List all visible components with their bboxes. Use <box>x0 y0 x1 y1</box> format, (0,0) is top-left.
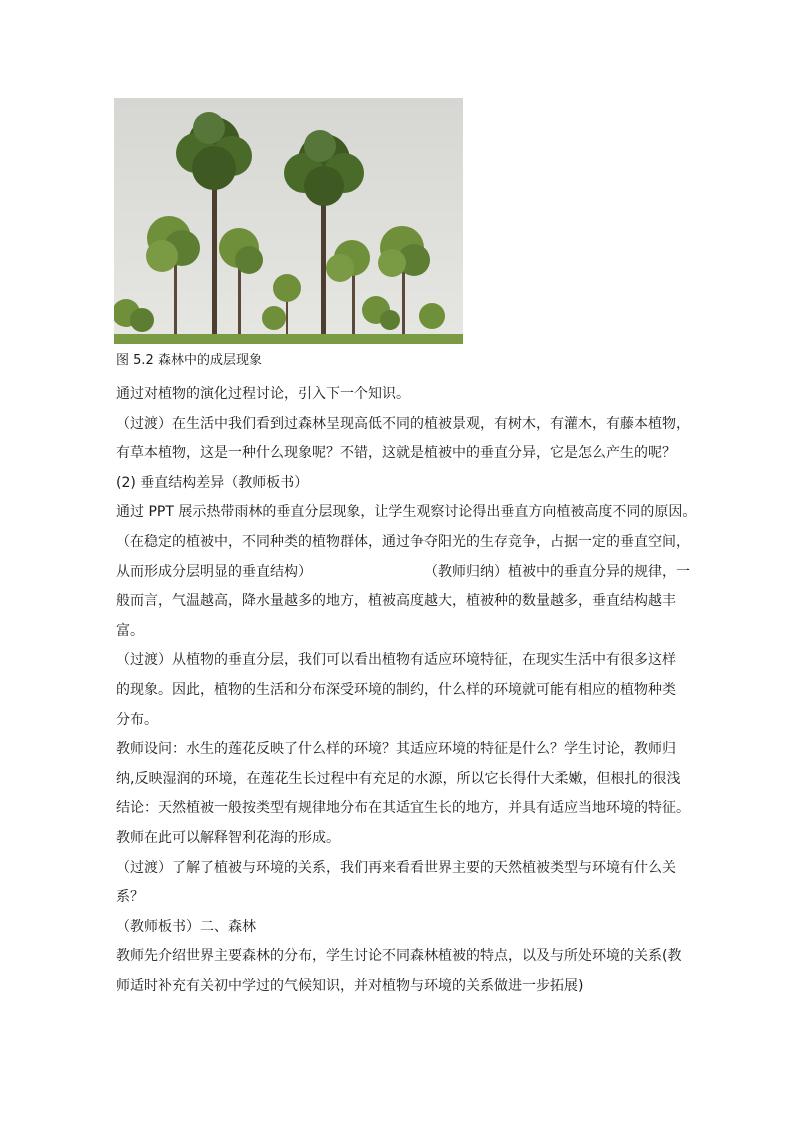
text-line: 结论：天然植被一般按类型有规律地分布在其适宜生长的地方，并具有适应当地环境的特征。 <box>116 800 690 817</box>
text-line: 师适时补充有关初中学过的气候知识，并对植物与环境的关系做进一步拓展) <box>116 977 584 994</box>
text-line: （过渡）在生活中我们看到过森林呈现高低不同的植被景观，有树木，有灌木，有藤本植物， <box>116 415 690 432</box>
text-line: 有草本植物，这是一种什么现象呢？不错，这就是植被中的垂直分异，它是怎么产生的呢？ <box>116 445 676 462</box>
text-line: 的现象。因此，植物的生活和分布深受环境的制约，什么样的环境就可能有相应的植物种类 <box>116 681 676 698</box>
section-heading: （教师板书）二、森林 <box>116 918 256 935</box>
forest-layering-figure <box>114 98 463 344</box>
text-line: 般而言，气温越高，降水量越多的地方，植被高度越大，植被种的数量越多，垂直结构越丰 <box>116 593 676 610</box>
text-line: 教师设问：水生的莲花反映了什么样的环境？其适应环境的特征是什么？学生讨论，教师归 <box>116 741 676 758</box>
ground-grass <box>114 334 463 344</box>
text-line: 教师在此可以解释智利花海的形成。 <box>116 829 340 846</box>
text-line: 通过 PPT 展示热带雨林的垂直分层现象，让学生观察讨论得出垂直方向植被高度不同的原因。 <box>116 504 697 521</box>
figure-caption: 图 5.2 森林中的成层现象 <box>116 353 262 368</box>
lesson-text <box>116 380 696 1001</box>
text-segment: 从而形成分层明显的垂直结构） <box>116 563 312 580</box>
text-line: （过渡）从植物的垂直分层，我们可以看出植物有适应环境特征，在现实生活中有很多这样 <box>116 652 676 669</box>
text-line: 分布。 <box>116 711 158 728</box>
text-line: 系？ <box>116 889 144 906</box>
text-line: 通过对植物的演化过程讨论，引入下一个知识。 <box>116 386 410 402</box>
text-line: 教师先介绍世界主要森林的分布，学生讨论不同森林植被的特点，以及与所处环境的关系(教 <box>116 948 682 965</box>
text-line: （在稳定的植被中，不同种类的植物群体，通过争夺阳光的生存竞争，占据一定的垂直空间， <box>116 533 690 550</box>
section-heading: (2) 垂直结构差异（教师板书） <box>116 474 309 491</box>
text-line: （过渡）了解了植被与环境的关系，我们再来看看世界主要的天然植被类型与环境有什么关 <box>116 859 676 876</box>
text-segment: （教师归纳）植被中的垂直分异的规律，一 <box>424 563 690 580</box>
text-line: 富。 <box>116 622 144 639</box>
text-line: 纳,反映湿润的环境，在莲花生长过程中有充足的水源，所以它长得什大柔嫩，但根扎的很浅 <box>116 770 681 787</box>
text-line <box>116 558 696 588</box>
